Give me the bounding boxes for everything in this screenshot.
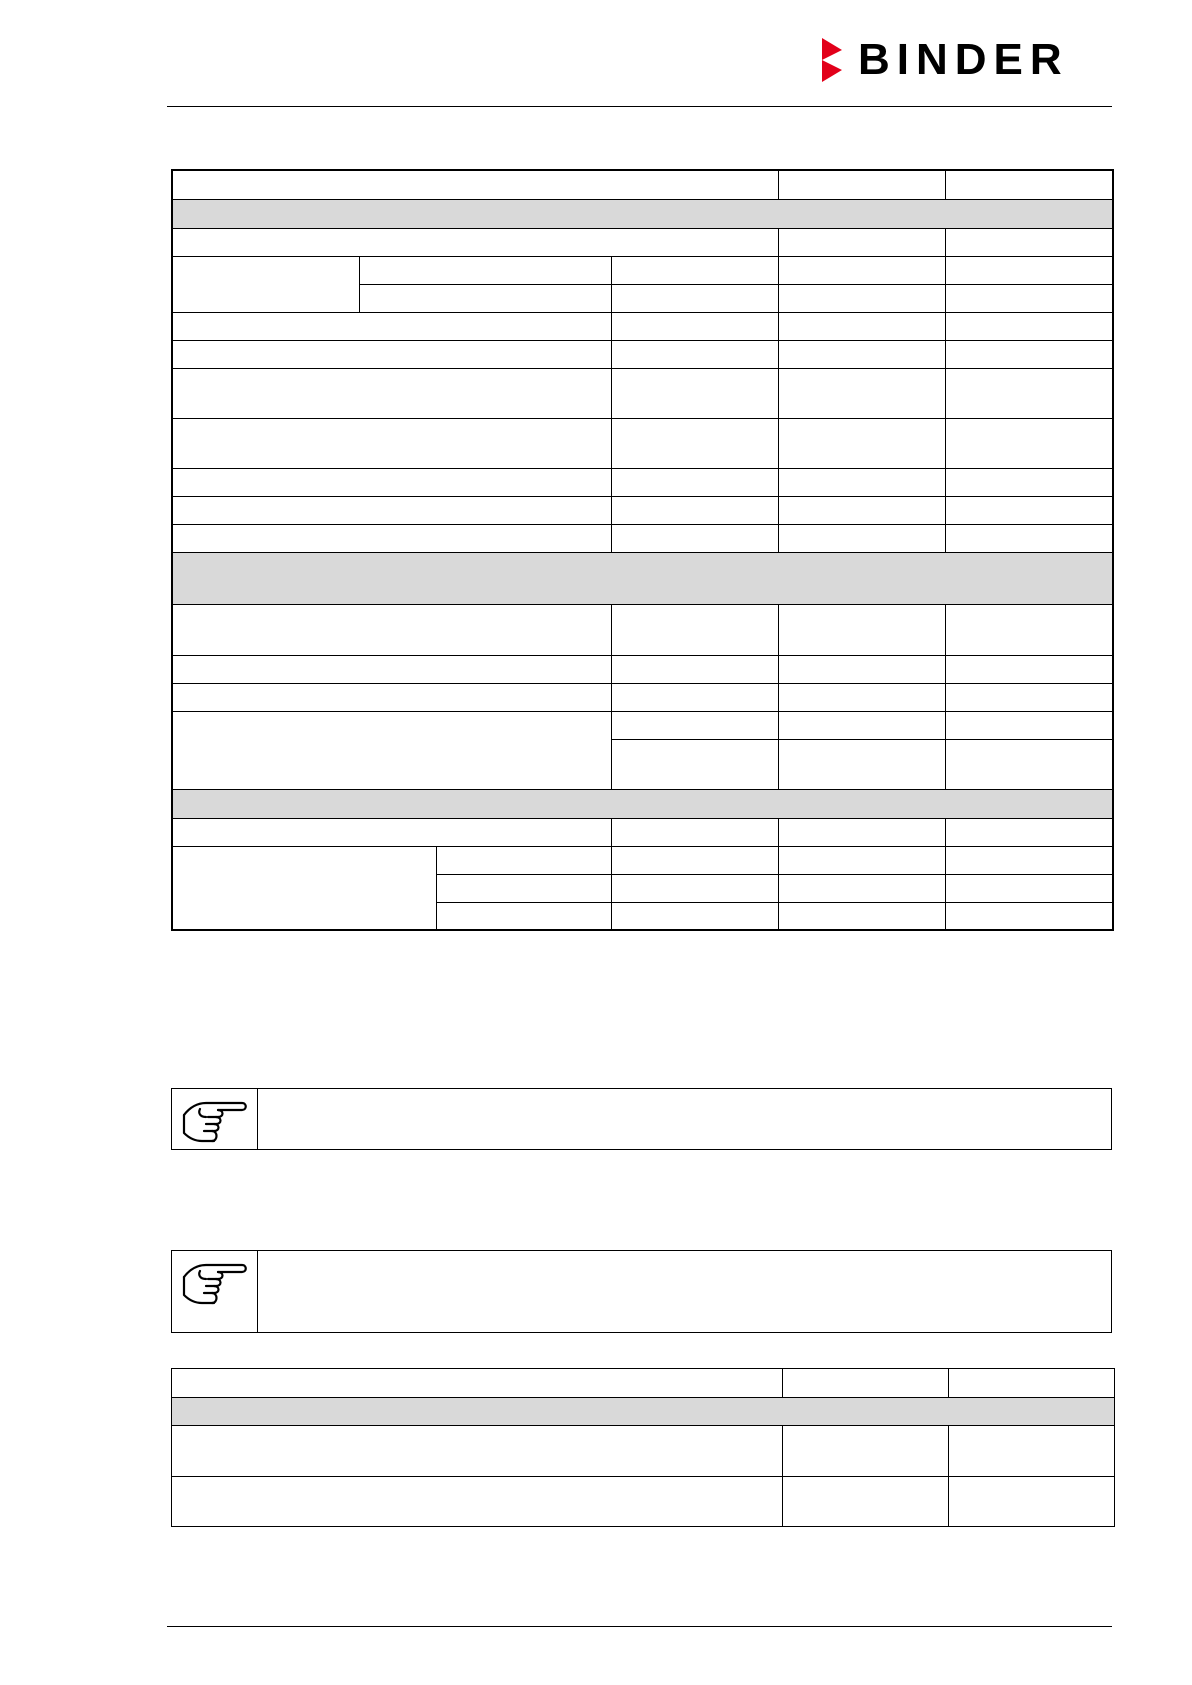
table-row bbox=[172, 468, 1113, 496]
section-row bbox=[172, 199, 1113, 228]
pointing-hand-icon bbox=[180, 1093, 250, 1147]
table-row bbox=[172, 711, 1113, 739]
table-row bbox=[172, 170, 1113, 199]
footer-rule bbox=[167, 1626, 1112, 1627]
table-row bbox=[172, 683, 1113, 711]
table-row bbox=[172, 228, 1113, 256]
note-icon-cell bbox=[172, 1089, 258, 1149]
table-row bbox=[172, 496, 1113, 524]
table-row bbox=[172, 655, 1113, 683]
table-row bbox=[172, 418, 1113, 468]
table-row bbox=[172, 818, 1113, 846]
table-row bbox=[172, 256, 1113, 284]
section-row bbox=[172, 1398, 1115, 1426]
section-row bbox=[172, 552, 1113, 604]
pointing-hand-icon bbox=[180, 1255, 250, 1309]
header-rule bbox=[167, 106, 1112, 107]
table-row bbox=[172, 524, 1113, 552]
table-row bbox=[172, 368, 1113, 418]
brand-name: BINDER bbox=[858, 35, 1069, 84]
spec-table-2 bbox=[171, 1368, 1115, 1527]
note-box bbox=[171, 1088, 1112, 1150]
table-row bbox=[172, 846, 1113, 874]
table-row bbox=[172, 312, 1113, 340]
section-row bbox=[172, 789, 1113, 818]
table-row bbox=[172, 1369, 1115, 1398]
spec-table-1 bbox=[171, 169, 1114, 931]
logo-mark-icon bbox=[820, 38, 856, 82]
table-row bbox=[172, 1477, 1115, 1527]
table-row bbox=[172, 340, 1113, 368]
table-row bbox=[172, 604, 1113, 655]
note-icon-cell bbox=[172, 1251, 258, 1332]
binder-logo bbox=[820, 35, 1112, 84]
table-row bbox=[172, 1426, 1115, 1477]
note-box bbox=[171, 1250, 1112, 1333]
